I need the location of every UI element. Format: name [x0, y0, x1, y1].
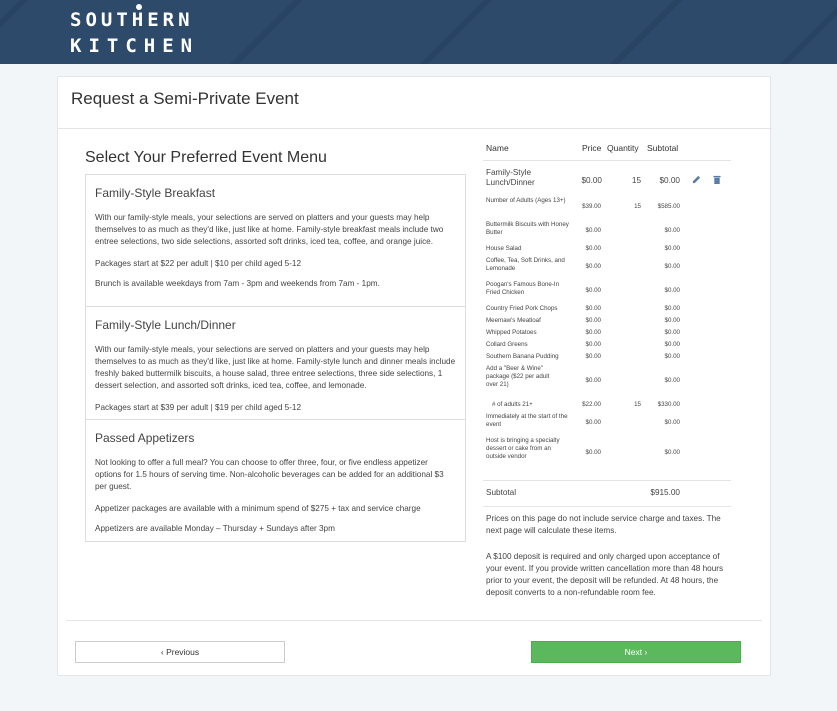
table-row-subtotal: $0.00: [664, 449, 680, 456]
table-row-price: $0.00: [585, 329, 601, 336]
table-row-name: Southern Banana Pudding: [486, 353, 559, 360]
table-row-price: $0.00: [585, 317, 601, 324]
menu-option-packages: Appetizer packages are available with a minimum spend of $275 + tax and service charge: [95, 504, 421, 513]
table-row-name: Add a "Beer & Wine" package ($22 per adult over 21): [486, 365, 550, 388]
table-row-price: $0.00: [585, 341, 601, 348]
table-row-price: $0.00: [585, 287, 601, 294]
chevron-left-icon: ‹: [160, 647, 164, 657]
table-row-name: House Salad: [486, 245, 522, 252]
subtotal-value: $915.00: [650, 488, 680, 497]
next-button[interactable]: [531, 641, 741, 663]
table-row-name: Poogan's Famous Bone-In Fried Chicken: [486, 281, 560, 296]
header-banner: [0, 0, 837, 64]
column-header-subtotal: Subtotal: [647, 143, 679, 153]
table-row-name: Whipped Potatoes: [486, 329, 537, 336]
table-row-name: Collard Greens: [486, 341, 528, 348]
card-header: [58, 77, 772, 129]
deposit-note: A $100 deposit is required and only charged upon acceptance of your event. If you provide written cancellation more than 48 hours prior to your event, the deposit will be refunded. At 48 hours, the deposit converts to a non-refundable room fee.: [486, 552, 724, 597]
menu-option-availability: Brunch is available weekdays from 7am - 3pm and weekends from 7am - 1pm.: [95, 279, 380, 288]
table-row-subtotal: $0.00: [664, 341, 680, 348]
table-row-subtotal: $0.00: [664, 227, 680, 234]
table-row-subtotal: $0.00: [664, 419, 680, 426]
table-row-price: $22.00: [582, 401, 601, 408]
package-price: $0.00: [581, 176, 602, 185]
table-row-subtotal: $0.00: [664, 245, 680, 252]
menu-option-lunch-dinner[interactable]: [86, 307, 465, 420]
previous-button-label: Previous: [166, 647, 200, 657]
menu-option-packages: Packages start at $22 per adult | $10 per child aged 5-12: [95, 259, 302, 268]
table-row-price: $0.00: [585, 305, 601, 312]
table-row-subtotal: $0.00: [664, 305, 680, 312]
table-row-name: # of adults 21+: [492, 401, 533, 408]
table-row-name: Coffee, Tea, Soft Drinks, and Lemonade: [486, 257, 565, 272]
table-row-subtotal: $0.00: [664, 377, 680, 384]
trash-icon[interactable]: [713, 175, 721, 184]
table-row-subtotal: $330.00: [657, 401, 680, 408]
table-row-price: $0.00: [585, 449, 601, 456]
table-row-name: Host is bringing a specialty dessert or cake from an outside vendor: [486, 437, 560, 460]
table-row-price: $0.00: [585, 227, 601, 234]
table-row-price: $0.00: [585, 419, 601, 426]
table-row-price: $0.00: [585, 263, 601, 270]
table-row-name: Number of Adults (Ages 13+): [486, 197, 566, 204]
table-row-price: $39.00: [582, 203, 601, 210]
page-title: Request a Semi-Private Event: [71, 89, 299, 108]
package-quantity: 15: [631, 176, 641, 185]
table-row-subtotal: $0.00: [664, 317, 680, 324]
table-row-name: Country Fried Pork Chops: [486, 305, 558, 312]
menu-option-appetizers[interactable]: [86, 420, 465, 541]
menu-option-breakfast[interactable]: [86, 175, 465, 307]
menu-option-description: Not looking to offer a full meal? You can choose to offer three, four, or five endless appetizer options for 1.5 hours of serving time. Non-alcoholic beverages can be added for an additional $3 per guest.: [95, 458, 444, 491]
chevron-right-icon: ›: [644, 647, 648, 657]
table-row-name: Meemaw's Meatloaf: [486, 317, 541, 324]
subtotal-label: Subtotal: [486, 488, 517, 497]
menu-options: [85, 174, 466, 542]
next-button-label: Next: [624, 647, 643, 657]
table-row-price: $0.00: [585, 353, 601, 360]
menu-option-availability: Appetizers are available Monday – Thursday + Sundays after 3pm: [95, 524, 335, 533]
column-header-name: Name: [486, 143, 509, 153]
table-row-subtotal: $0.00: [664, 287, 680, 294]
table-row-subtotal: $0.00: [664, 263, 680, 270]
table-row-quantity: 15: [634, 203, 641, 210]
column-header-price: Price: [582, 143, 602, 153]
pencil-icon[interactable]: [692, 175, 701, 184]
menu-section-title: Select Your Preferred Event Menu: [85, 149, 327, 166]
menu-option-packages: Packages start at $39 per adult | $19 per child aged 5-12: [95, 403, 302, 412]
menu-option-description: With our family-style meals, your selections are served on platters and your guests may help themselves to as much as they'd like, just like at home. Family-style lunch and dinner meals include freshly baked buttermilk biscuits, a house salad, three entree selections, three side selections, 1 dessert selection, and assorted soft drinks, iced tea, coffee, and lemonade.: [95, 345, 456, 390]
table-row-quantity: 15: [634, 401, 641, 408]
menu-option-title: Family-Style Lunch/Dinner: [95, 318, 236, 332]
table-row-subtotal: $0.00: [664, 353, 680, 360]
pricing-note: Prices on this page do not include service charge and taxes. The next page will calculate these items.: [486, 514, 721, 535]
table-row-price: $0.00: [585, 377, 601, 384]
previous-button[interactable]: [75, 641, 285, 663]
menu-option-description: With our family-style meals, your selections are served on platters and your guests may help themselves to as much as they'd like, just like at home. Family-style breakfast meals include two entree selections, two side selections, assorted soft drinks, iced tea, coffee, and orange juice.: [95, 213, 444, 246]
table-row-subtotal: $585.00: [657, 203, 680, 210]
column-header-quantity: Quantity: [607, 143, 639, 153]
table-row-price: $0.00: [585, 245, 601, 252]
menu-option-title: Family-Style Breakfast: [95, 186, 216, 200]
package-subtotal: $0.00: [659, 176, 680, 185]
brand-logo[interactable]: [70, 10, 199, 56]
table-row-subtotal: $0.00: [664, 329, 680, 336]
table-row-name: Buttermilk Biscuits with Honey Butter: [486, 221, 569, 236]
brand-line1: SOUTHERN: [70, 9, 194, 31]
table-row-name: Immediately at the start of the event: [486, 413, 568, 428]
brand-line2: KITCHEN: [70, 35, 200, 57]
package-name: Family-Style Lunch/Dinner: [486, 168, 535, 187]
menu-option-title: Passed Appetizers: [95, 431, 195, 445]
